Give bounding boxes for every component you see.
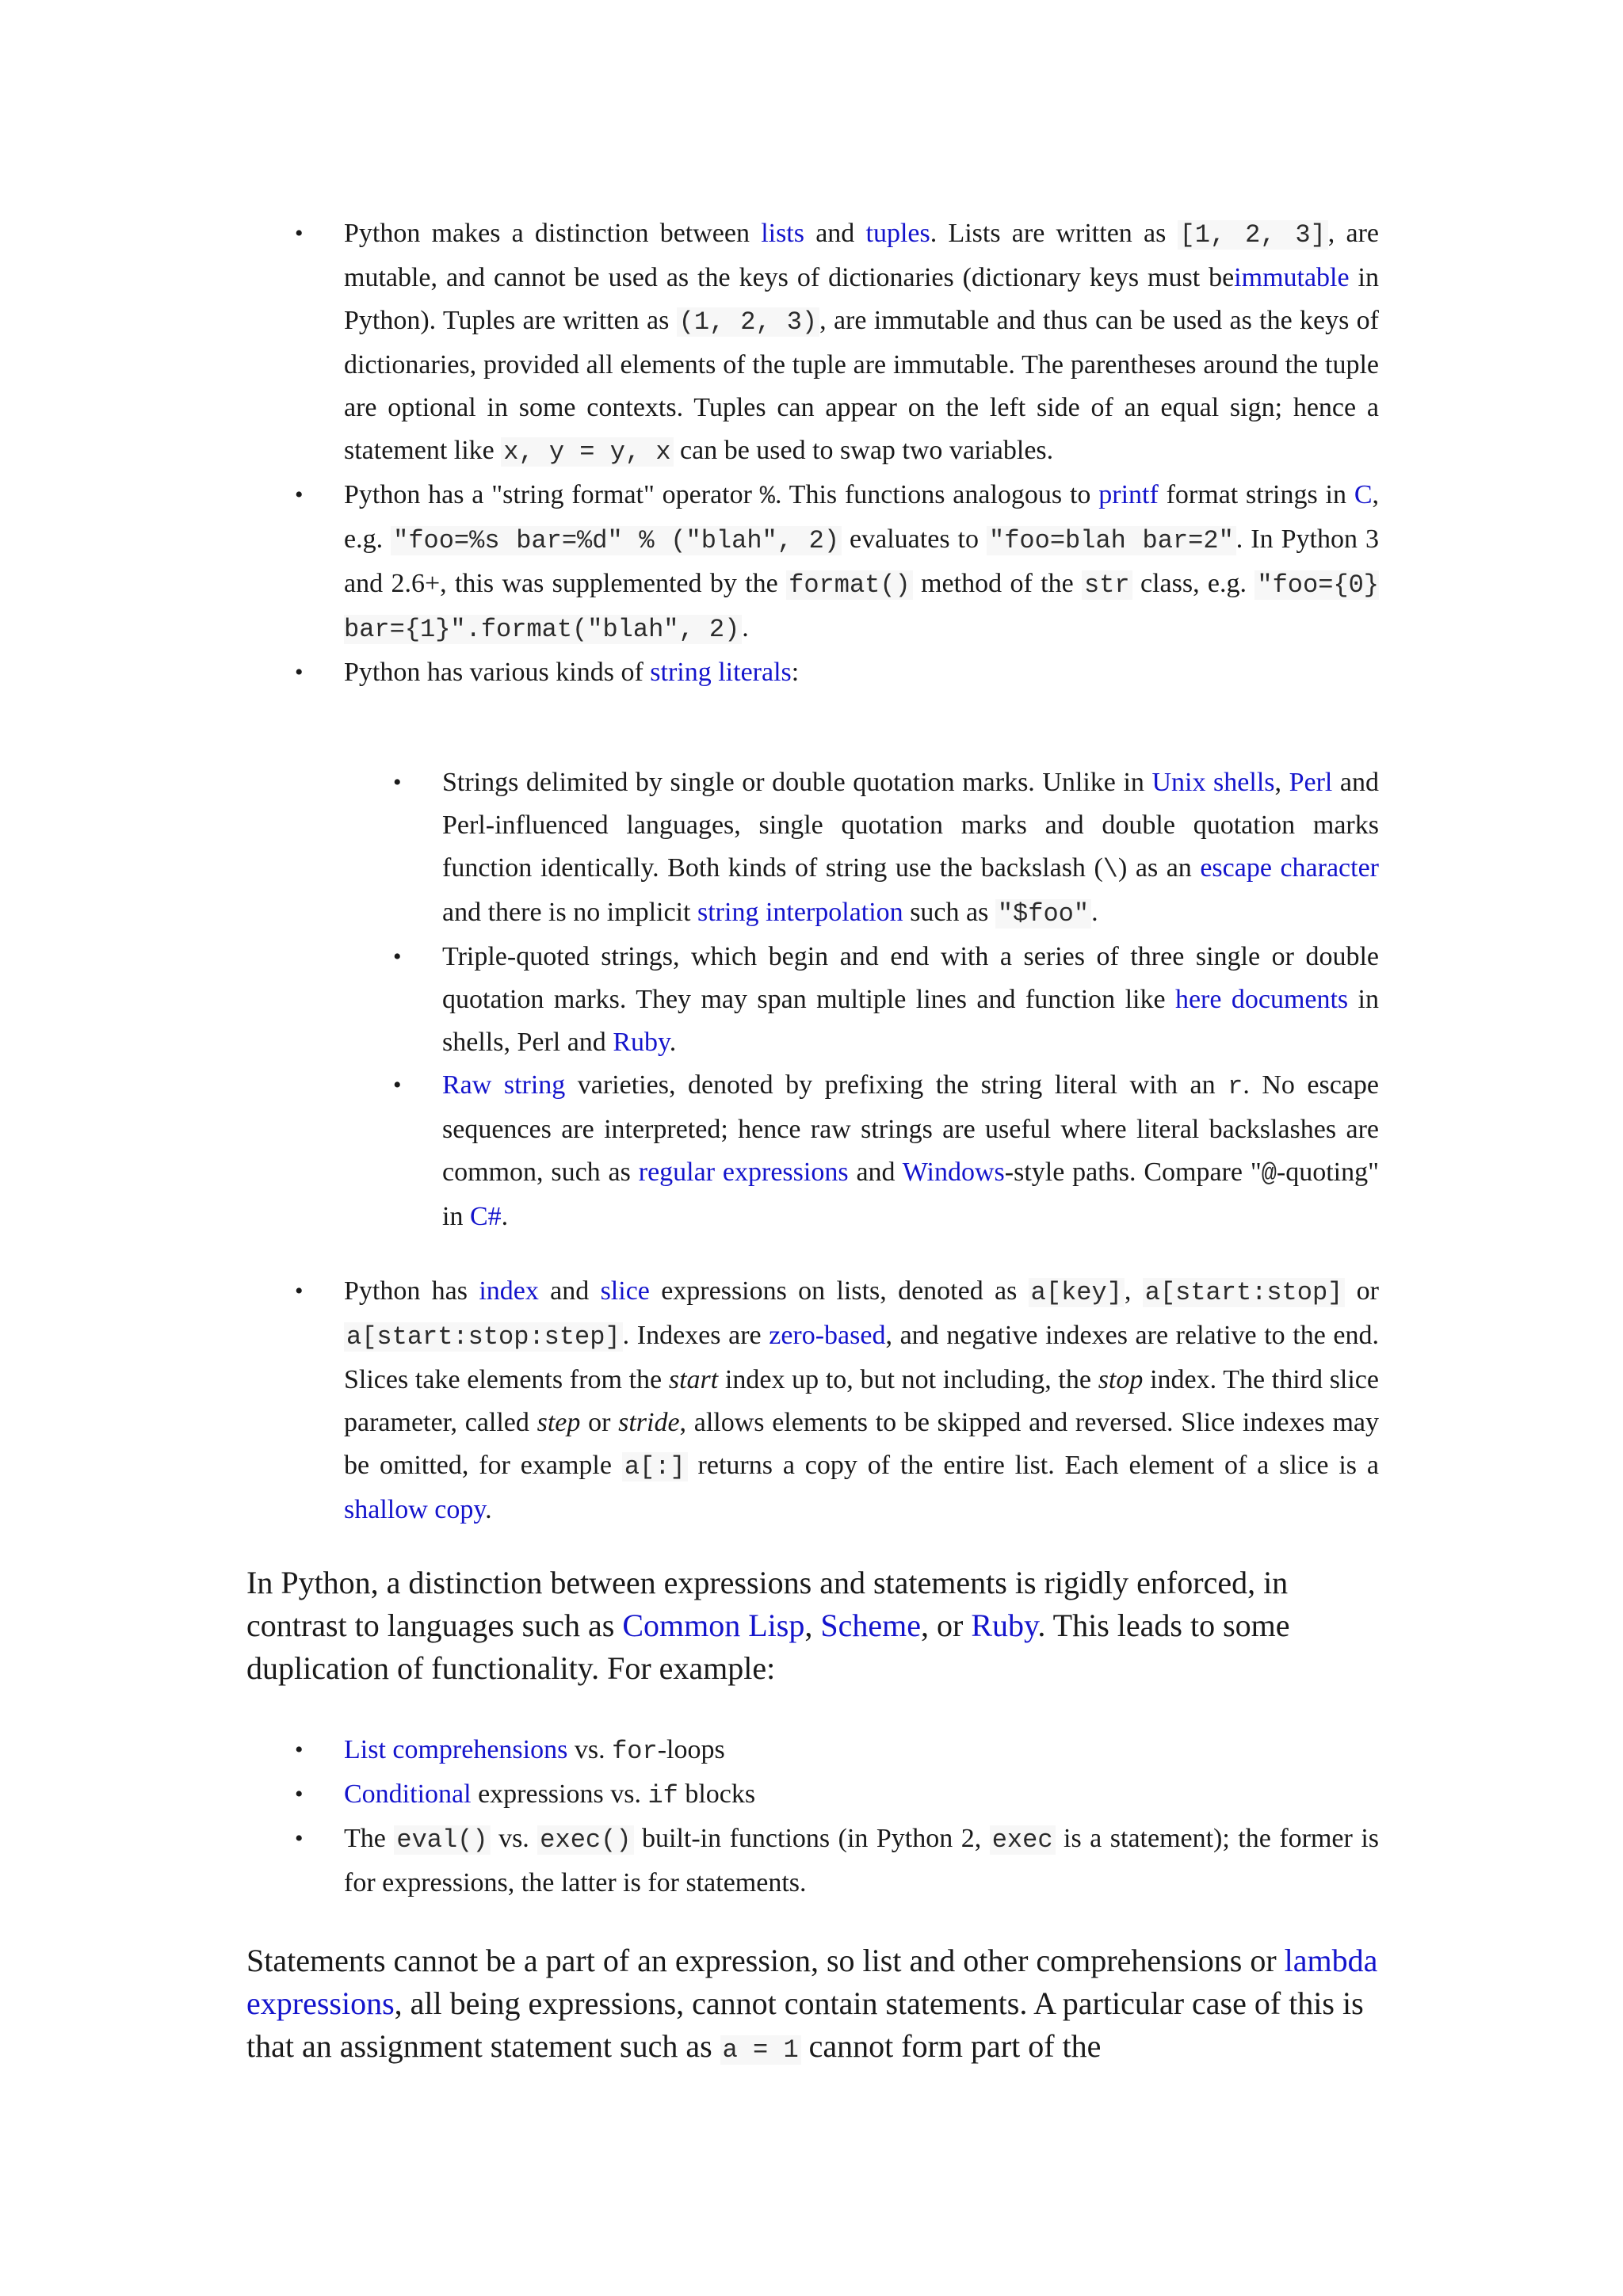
code-r-prefix: r xyxy=(1228,1072,1243,1101)
link-unix-shells[interactable]: Unix shells xyxy=(1151,768,1275,797)
code-at-sign: @ xyxy=(1261,1159,1277,1188)
code-format-example: "foo=%s bar=%d" % ("blah", 2) xyxy=(391,526,842,555)
text: format strings in xyxy=(1158,480,1354,509)
text: can be used to swap two variables. xyxy=(673,436,1054,465)
link-windows[interactable]: Windows xyxy=(902,1158,1005,1187)
text: Python has xyxy=(344,1276,479,1306)
text: and xyxy=(804,219,866,248)
code-if: if xyxy=(647,1781,678,1810)
paragraph-statements xyxy=(246,1939,1388,2072)
code-for: for xyxy=(612,1737,658,1766)
text: blocks xyxy=(678,1779,756,1809)
list-item xyxy=(344,1773,1379,1817)
list-item xyxy=(344,651,1379,694)
link-conditional[interactable]: Conditional xyxy=(344,1779,472,1809)
text: . This functions analogous to xyxy=(774,480,1099,509)
text: Python has various kinds of xyxy=(344,658,651,687)
bullet-list-duplication xyxy=(344,1729,1379,1905)
link-immutable[interactable]: immutable xyxy=(1234,263,1350,292)
link-perl[interactable]: Perl xyxy=(1289,768,1333,797)
text: vs. xyxy=(490,1824,538,1853)
text: , e.g. xyxy=(344,480,1379,554)
text: . In Python 3 and 2.6+, this was supplemented by the xyxy=(344,524,1379,598)
link-zero-based[interactable]: zero-based xyxy=(769,1321,886,1350)
link-index[interactable]: index xyxy=(479,1276,539,1306)
text: In Python, a distinction between expressions and statements is rigidly enforced, in contrast to languages such as xyxy=(246,1565,1289,1643)
link-string-literals[interactable]: string literals xyxy=(650,658,792,687)
text: in Python). Tuples are written as xyxy=(344,263,1379,335)
bullet-list-nested xyxy=(442,761,1379,1238)
text: The xyxy=(344,1824,395,1853)
code-str: str xyxy=(1082,570,1132,600)
link-here-documents[interactable]: here documents xyxy=(1174,985,1349,1014)
link-regular-expressions[interactable]: regular expressions xyxy=(638,1158,849,1187)
link-list-comprehensions[interactable]: List comprehensions xyxy=(344,1735,568,1764)
emphasis-start: start xyxy=(668,1365,719,1394)
code-format-method: format() xyxy=(786,570,913,600)
text: , xyxy=(804,1608,821,1643)
text: or xyxy=(1345,1276,1379,1306)
text: and Perl-influenced languages, single quotation marks and double quotation marks function identically. Both kinds of string use the backslash ( xyxy=(442,768,1379,883)
code-a-copy: a[:] xyxy=(622,1452,688,1482)
text: Python makes a distinction between xyxy=(344,219,762,248)
bullet-list-slices xyxy=(344,1270,1379,1531)
text: -quoting" in xyxy=(442,1158,1379,1231)
emphasis-stride: stride xyxy=(618,1408,680,1437)
text: or xyxy=(580,1408,619,1437)
text: , all being expressions, cannot contain statements. A particular case of this is that an assignment statement such as xyxy=(246,1985,1364,2064)
text: evaluates to xyxy=(842,524,987,554)
list-item xyxy=(442,761,1379,936)
link-ruby[interactable]: Ruby xyxy=(613,1028,670,1057)
link-common-lisp[interactable]: Common Lisp xyxy=(622,1608,805,1643)
text: , or xyxy=(920,1608,972,1643)
text: . Lists are written as xyxy=(930,219,1178,248)
text: , are immutable and thus can be used as the keys of dictionaries, provided all elements of the tuple are immutable. The parentheses around the tuple are optional in some contexts. Tuples can appear on the left side of an equal sign; hence a statement like xyxy=(344,306,1379,465)
link-escape-character[interactable]: escape character xyxy=(1200,853,1379,883)
code-assignment: a = 1 xyxy=(720,2035,801,2065)
code-exec: exec xyxy=(990,1825,1056,1855)
code-a-key: a[key] xyxy=(1029,1278,1125,1307)
text: in shells, Perl and xyxy=(442,985,1379,1057)
text: such as xyxy=(903,898,995,927)
list-item xyxy=(344,212,1379,474)
link-scheme[interactable]: Scheme xyxy=(820,1608,921,1643)
code-eval: eval() xyxy=(394,1825,490,1855)
code-list-literal: [1, 2, 3] xyxy=(1178,220,1328,250)
link-lambda-expressions[interactable]: lambda expressions xyxy=(246,1943,1378,2021)
text: , and negative indexes are relative to the end. Slices take elements from the xyxy=(344,1321,1379,1394)
paragraph-expressions-statements xyxy=(246,1562,1388,1690)
text: . xyxy=(501,1202,509,1231)
text: vs. xyxy=(567,1735,613,1764)
code-backslash: \ xyxy=(1102,855,1118,884)
link-csharp[interactable]: C# xyxy=(469,1202,502,1231)
code-exec-call: exec() xyxy=(537,1825,633,1855)
text: is a statement); the former is for expressions, the latter is for statements. xyxy=(344,1824,1380,1897)
code-tuple-literal: (1, 2, 3) xyxy=(677,307,819,337)
list-item xyxy=(442,1064,1379,1238)
text: . Indexes are xyxy=(622,1321,769,1350)
link-lists[interactable]: lists xyxy=(761,219,804,248)
text: and xyxy=(538,1276,601,1306)
list-item xyxy=(442,936,1379,1064)
text: index. The third slice parameter, called xyxy=(344,1365,1379,1437)
link-shallow-copy[interactable]: shallow copy xyxy=(344,1495,486,1524)
emphasis-step: step xyxy=(537,1408,581,1437)
link-raw-string[interactable]: Raw string xyxy=(442,1070,566,1100)
list-item xyxy=(344,1817,1379,1905)
text: cannot form part of the xyxy=(800,2028,1102,2064)
text: -loops xyxy=(657,1735,725,1764)
text: . No escape sequences are interpreted; hence raw strings are useful where literal backslashes are common, such as xyxy=(442,1070,1379,1187)
text: Strings delimited by single or double quotation marks. Unlike in xyxy=(442,768,1152,797)
text: built-in functions (in Python 2, xyxy=(633,1824,990,1853)
text: class, e.g. xyxy=(1132,569,1255,598)
code-swap: x, y = y, x xyxy=(501,437,673,467)
code-foo-var: "$foo" xyxy=(995,899,1091,929)
link-ruby-para[interactable]: Ruby xyxy=(971,1608,1038,1643)
text: index up to, but not including, the xyxy=(718,1365,1098,1394)
text: -style paths. Compare " xyxy=(1004,1158,1262,1187)
text: Triple-quoted strings, which begin and end with a series of three single or double quotation marks. They may span multiple lines and function like xyxy=(442,942,1379,1014)
text: and there is no implicit xyxy=(442,898,697,927)
list-item xyxy=(344,1270,1379,1531)
text: . This leads to some duplication of functionality. For example: xyxy=(246,1608,1290,1686)
text: , xyxy=(1124,1276,1143,1306)
text: , xyxy=(1274,768,1289,797)
text: , allows elements to be skipped and reversed. Slice indexes may be omitted, for example xyxy=(344,1408,1379,1480)
text: Python has a "string format" operator xyxy=(344,480,760,509)
bullet-list-main xyxy=(344,212,1379,694)
code-format-call: "foo={0} bar={1}".format("blah", 2) xyxy=(344,570,1379,644)
emphasis-stop: stop xyxy=(1098,1365,1144,1394)
text: and xyxy=(848,1158,903,1187)
text: ) as an xyxy=(1118,853,1201,883)
link-tuples[interactable]: tuples xyxy=(865,219,930,248)
code-percent: % xyxy=(759,482,775,511)
link-printf[interactable]: printf xyxy=(1098,480,1159,509)
text: expressions vs. xyxy=(471,1779,648,1809)
list-item xyxy=(344,1729,1379,1773)
text: returns a copy of the entire list. Each element of a slice is a xyxy=(687,1451,1379,1480)
text: . xyxy=(669,1028,677,1057)
text: method of the xyxy=(912,569,1083,598)
text: Statements cannot be a part of an expression, so list and other comprehensions or xyxy=(246,1943,1285,1978)
text: expressions on lists, denoted as xyxy=(649,1276,1029,1306)
text: . xyxy=(742,613,749,643)
link-slice[interactable]: slice xyxy=(600,1276,650,1306)
code-a-start-stop: a[start:stop] xyxy=(1143,1278,1346,1307)
code-a-start-stop-step: a[start:stop:step] xyxy=(344,1322,623,1352)
list-item xyxy=(344,474,1379,651)
text: : xyxy=(791,658,800,687)
text: . xyxy=(485,1495,492,1524)
text: . xyxy=(1091,898,1098,927)
text: varieties, denoted by prefixing the string literal with an xyxy=(565,1070,1228,1100)
link-string-interpolation[interactable]: string interpolation xyxy=(697,898,903,927)
code-format-result: "foo=blah bar=2" xyxy=(987,526,1236,555)
text: , are mutable, and cannot be used as the keys of dictionaries (dictionary keys must be xyxy=(344,219,1380,292)
link-c[interactable]: C xyxy=(1354,480,1373,509)
